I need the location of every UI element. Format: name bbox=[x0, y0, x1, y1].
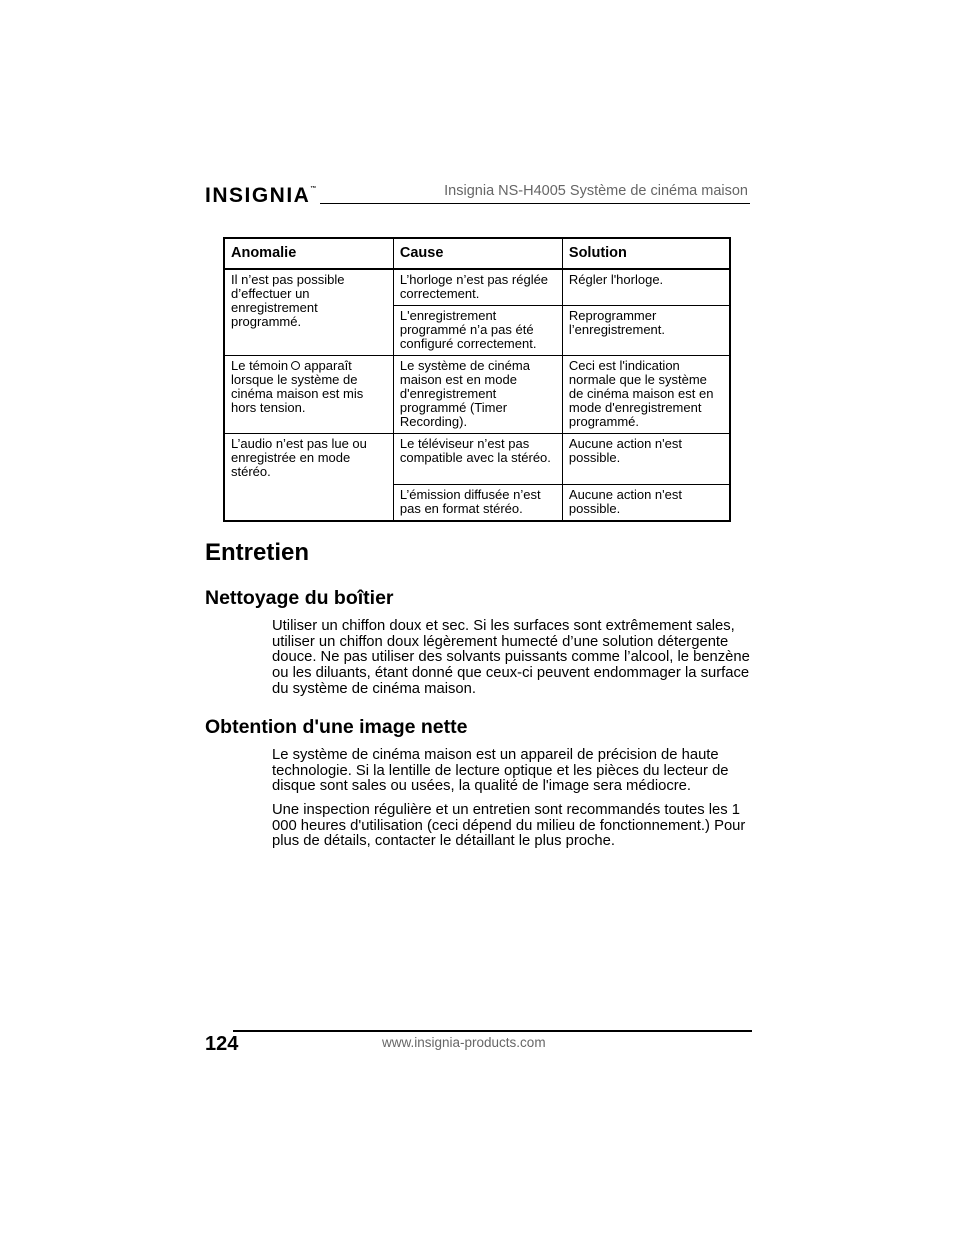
cause-cell: Le téléviseur n’est pas compatible avec la stéréo. bbox=[393, 434, 562, 485]
subsection-title-cleaning: Nettoyage du boîtier bbox=[205, 587, 394, 609]
cleaning-paragraph: Utiliser un chiffon doux et sec. Si les surfaces sont extrêmement sales, utiliser un chiffon doux légèrement humecté d’une solution détergente douce. Ne pas utiliser des solvants puissants comme l’alcool, le benzène ou les diluants, étant donné que ceux-ci peuvent endommager la surface du système de cinéma maison. bbox=[272, 618, 750, 697]
anomaly-cell: L’audio n’est pas lue ou enregistrée en mode stéréo. bbox=[224, 434, 393, 522]
column-header-cause: Cause bbox=[393, 238, 562, 269]
footer-rule bbox=[233, 1030, 752, 1032]
anomaly-text: Le témoin bbox=[231, 358, 289, 373]
table-row bbox=[224, 434, 730, 485]
brand-logo: INSIGNIA™ bbox=[205, 184, 317, 207]
table-row bbox=[224, 356, 730, 434]
footer-url: www.insignia-products.com bbox=[382, 1035, 546, 1050]
page-number: 124 bbox=[205, 1033, 239, 1055]
column-header-solution: Solution bbox=[562, 238, 730, 269]
solution-cell: Ceci est l'indication normale que le système de cinéma maison est en mode d'enregistrement programmé. bbox=[562, 356, 730, 434]
header-rule bbox=[320, 203, 750, 204]
solution-cell: Régler l'horloge. bbox=[562, 269, 730, 306]
cause-cell: L’horloge n’est pas réglée correctement. bbox=[393, 269, 562, 306]
anomaly-cell: Il n’est pas possible d’effectuer un enregistrement programmé. bbox=[224, 269, 393, 356]
cause-cell: L’émission diffusée n’est pas en format stéréo. bbox=[393, 485, 562, 522]
troubleshooting-table bbox=[223, 237, 731, 522]
anomaly-cell bbox=[224, 356, 393, 434]
cause-cell: L'enregistrement programmé n’a pas été configuré correctement. bbox=[393, 306, 562, 356]
solution-cell: Aucune action n'est possible. bbox=[562, 485, 730, 522]
table-header-row bbox=[224, 238, 730, 269]
header-title: Insignia NS-H4005 Système de cinéma maison bbox=[444, 183, 748, 199]
solution-cell: Aucune action n'est possible. bbox=[562, 434, 730, 485]
image-paragraph-1: Le système de cinéma maison est un appareil de précision de haute technologie. Si la lentille de lecture optique et les pièces du lecteur de disque sont sales ou usées, la qualité de l'image sera médiocre. bbox=[272, 747, 729, 795]
column-header-anomaly: Anomalie bbox=[224, 238, 393, 269]
table-row bbox=[224, 269, 730, 306]
timer-icon bbox=[291, 361, 300, 370]
subsection-title-image: Obtention d'une image nette bbox=[205, 716, 468, 738]
solution-cell: Reprogrammer l’enregistrement. bbox=[562, 306, 730, 356]
anomaly-text: apparaît lorsque le système de cinéma maison est mis hors tension. bbox=[231, 358, 364, 415]
cause-cell: Le système de cinéma maison est en mode d'enregistrement programmé (Timer Recording). bbox=[393, 356, 562, 434]
section-title: Entretien bbox=[205, 539, 310, 566]
image-paragraph-2: Une inspection régulière et un entretien sont recommandés toutes les 1 000 heures d'utilisation (ceci dépend du milieu de fonctionnement.) Pour plus de détails, contacter le détaillant le plus proche. bbox=[272, 802, 746, 850]
